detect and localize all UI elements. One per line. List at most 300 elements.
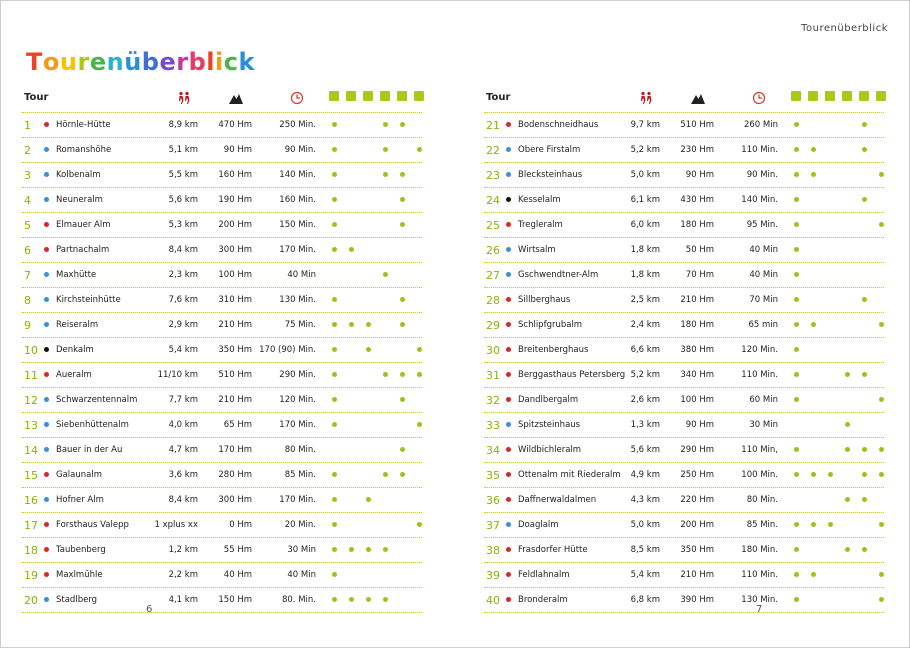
activity-dot — [383, 597, 388, 602]
difficulty-bullet — [506, 497, 511, 502]
duration-value: 90 Min. — [284, 145, 316, 155]
title-letter: e — [159, 48, 177, 76]
tour-name: Wirtsalm — [518, 245, 556, 255]
activity-dot — [349, 247, 354, 252]
activity-dot — [332, 422, 337, 427]
activity-dot — [400, 122, 405, 127]
difficulty-bullet — [44, 422, 49, 427]
difficulty-bullet — [44, 597, 49, 602]
difficulty-bullet — [44, 172, 49, 177]
tour-number: 32 — [486, 394, 500, 407]
activity-dot — [400, 197, 405, 202]
activity-dot — [400, 397, 405, 402]
table-row — [22, 412, 422, 437]
duration-value: 80 Min. — [284, 445, 316, 455]
elevation-value: 380 Hm — [680, 345, 714, 355]
distance-value: 5,6 km — [630, 445, 660, 455]
table-row — [22, 137, 422, 162]
distance-value: 5,0 km — [630, 520, 660, 530]
clock-icon — [290, 91, 304, 105]
distance-value: 7,7 km — [168, 395, 198, 405]
tour-name: Wildbichleralm — [518, 445, 582, 455]
page-title — [26, 48, 255, 76]
tour-name: Forsthaus Valepp — [56, 520, 129, 530]
duration-value: 180 Min. — [741, 545, 778, 555]
difficulty-bullet — [506, 572, 511, 577]
difficulty-bullet — [506, 372, 511, 377]
tour-name: Frasdorfer Hütte — [518, 545, 588, 555]
hikers-icon — [177, 91, 191, 105]
difficulty-bullet — [506, 347, 511, 352]
activity-dot — [417, 372, 422, 377]
tour-name: Maxhütte — [56, 270, 97, 280]
distance-value: 5,5 km — [168, 170, 198, 180]
tour-number: 16 — [24, 494, 38, 507]
elevation-value: 300 Hm — [218, 245, 252, 255]
table-row — [22, 187, 422, 212]
running-header: Tourenüberblick — [801, 23, 888, 34]
activity-dot — [828, 522, 833, 527]
duration-value: 110 Min, — [741, 445, 778, 455]
distance-value: 1,3 km — [630, 420, 660, 430]
tour-number: 36 — [486, 494, 500, 507]
title-letter: b — [188, 48, 207, 76]
elevation-value: 510 Hm — [680, 120, 714, 130]
activity-dot — [417, 522, 422, 527]
duration-value: 30 Min — [749, 420, 778, 430]
left-page-table — [22, 88, 422, 613]
tour-number: 34 — [486, 444, 500, 457]
activity-dot — [862, 472, 867, 477]
elevation-value: 290 Hm — [680, 445, 714, 455]
activity-dot — [794, 572, 799, 577]
table-row — [22, 462, 422, 487]
title-letter: u — [59, 48, 78, 76]
activity-dot — [845, 447, 850, 452]
duration-value: 130 Min. — [741, 595, 778, 605]
activity-dot — [366, 322, 371, 327]
activity-dot — [879, 472, 884, 477]
difficulty-bullet — [506, 447, 511, 452]
difficulty-bullet — [44, 222, 49, 227]
activity-dot — [811, 172, 816, 177]
distance-value: 2,9 km — [168, 320, 198, 330]
activity-dot — [879, 572, 884, 577]
table-row — [22, 587, 422, 613]
duration-value: 90 Min. — [746, 170, 778, 180]
tour-name: Elmauer Alm — [56, 220, 111, 230]
duration-value: 85 Min. — [284, 470, 316, 480]
activity-dot — [332, 147, 337, 152]
distance-value: 6,8 km — [630, 595, 660, 605]
distance-value: 1,8 km — [630, 245, 660, 255]
activity-dot — [845, 497, 850, 502]
difficulty-bullet — [506, 122, 511, 127]
activity-dot — [879, 222, 884, 227]
activity-dot — [366, 597, 371, 602]
distance-value: 6,1 km — [630, 195, 660, 205]
duration-value: 40 Min — [287, 570, 316, 580]
activity-dot — [879, 447, 884, 452]
tour-name: Aueralm — [56, 370, 92, 380]
activity-dot — [862, 297, 867, 302]
tour-number: 1 — [24, 119, 31, 132]
distance-value: 5,2 km — [630, 145, 660, 155]
elevation-value: 350 Hm — [218, 345, 252, 355]
tour-name: Bodenschneidhaus — [518, 120, 599, 130]
tour-name: Hörnle-Hütte — [56, 120, 111, 130]
tour-name: Gschwendtner-Alm — [518, 270, 599, 280]
elevation-value: 230 Hm — [680, 145, 714, 155]
title-letter: l — [206, 48, 216, 76]
difficulty-bullet — [44, 122, 49, 127]
duration-value: 100 Min. — [741, 470, 778, 480]
title-letter: n — [106, 48, 125, 76]
duration-value: 170 Min. — [279, 495, 316, 505]
tour-name: Feldlahnalm — [518, 570, 570, 580]
elevation-value: 430 Hm — [680, 195, 714, 205]
activity-dot — [862, 372, 867, 377]
duration-value: 40 Min — [749, 270, 778, 280]
difficulty-bullet — [44, 297, 49, 302]
distance-value: 11/10 km — [157, 370, 198, 380]
activity-dot — [332, 322, 337, 327]
distance-value: 7,6 km — [168, 295, 198, 305]
tour-name: Neuneralm — [56, 195, 103, 205]
difficulty-bullet — [506, 422, 511, 427]
table-row — [22, 212, 422, 237]
tour-number: 37 — [486, 519, 500, 532]
tour-name: Daffnerwaldalmen — [518, 495, 597, 505]
activity-dot — [811, 572, 816, 577]
activity-dot — [332, 572, 337, 577]
activity-icon-1 — [329, 91, 339, 101]
elevation-value: 470 Hm — [218, 120, 252, 130]
tour-name: Breitenberghaus — [518, 345, 589, 355]
elevation-value: 200 Hm — [680, 520, 714, 530]
table-row — [484, 212, 884, 237]
tour-number: 25 — [486, 219, 500, 232]
tour-number: 24 — [486, 194, 500, 207]
duration-value: 250 Min. — [279, 120, 316, 130]
activity-dot — [879, 172, 884, 177]
tour-name: Kirchsteinhütte — [56, 295, 121, 305]
title-letter: T — [26, 48, 43, 76]
table-row — [484, 437, 884, 462]
difficulty-bullet — [44, 147, 49, 152]
difficulty-bullet — [506, 197, 511, 202]
activity-dot — [332, 197, 337, 202]
title-letter: e — [89, 48, 107, 76]
difficulty-bullet — [44, 272, 49, 277]
activity-dot — [811, 147, 816, 152]
tour-name: Hofner Alm — [56, 495, 104, 505]
activity-dot — [862, 547, 867, 552]
activity-dot — [383, 547, 388, 552]
activity-dot — [400, 447, 405, 452]
activity-dot — [794, 397, 799, 402]
duration-value: 20 Min. — [284, 520, 316, 530]
elevation-value: 210 Hm — [680, 295, 714, 305]
activity-dot — [332, 172, 337, 177]
distance-value: 1,2 km — [168, 545, 198, 555]
activity-dot — [862, 122, 867, 127]
page-number-right: 7 — [756, 604, 763, 615]
activity-dot — [383, 147, 388, 152]
elevation-value: 100 Hm — [680, 395, 714, 405]
tour-name: Schwarzentennalm — [56, 395, 138, 405]
tour-number: 9 — [24, 319, 31, 332]
tour-number: 12 — [24, 394, 38, 407]
activity-dot — [400, 222, 405, 227]
duration-value: 40 Min — [749, 245, 778, 255]
table-row — [22, 112, 422, 137]
activity-dot — [811, 522, 816, 527]
activity-icon-5 — [859, 91, 869, 101]
elevation-value: 0 Hm — [229, 520, 252, 530]
table-row — [22, 362, 422, 387]
table-row — [22, 487, 422, 512]
tour-name: Spitzsteinhaus — [518, 420, 581, 430]
tour-number: 27 — [486, 269, 500, 282]
difficulty-bullet — [506, 547, 511, 552]
activity-dot — [332, 547, 337, 552]
difficulty-bullet — [44, 397, 49, 402]
activity-dot — [383, 172, 388, 177]
tour-name: Kolbenalm — [56, 170, 101, 180]
distance-value: 5,4 km — [630, 570, 660, 580]
tour-number: 11 — [24, 369, 38, 382]
tour-name: Partnachalm — [56, 245, 110, 255]
activity-dot — [845, 547, 850, 552]
duration-value: 40 Min — [287, 270, 316, 280]
elevation-value: 70 Hm — [685, 270, 714, 280]
activity-dot — [383, 372, 388, 377]
tour-number: 22 — [486, 144, 500, 157]
distance-value: 1,8 km — [630, 270, 660, 280]
activity-dot — [332, 597, 337, 602]
activity-dot — [349, 322, 354, 327]
activity-dot — [332, 297, 337, 302]
activity-icon-2 — [808, 91, 818, 101]
duration-value: 140 Min. — [741, 195, 778, 205]
distance-value: 4,7 km — [168, 445, 198, 455]
elevation-value: 160 Hm — [218, 170, 252, 180]
distance-value: 4,0 km — [168, 420, 198, 430]
elevation-value: 100 Hm — [218, 270, 252, 280]
difficulty-bullet — [506, 222, 511, 227]
difficulty-bullet — [44, 372, 49, 377]
table-row — [22, 162, 422, 187]
activity-dot — [794, 322, 799, 327]
table-row — [484, 312, 884, 337]
tour-number: 31 — [486, 369, 500, 382]
difficulty-bullet — [44, 347, 49, 352]
table-row — [484, 562, 884, 587]
duration-value: 260 Min — [743, 120, 778, 130]
title-letter: c — [223, 48, 239, 76]
tour-number: 8 — [24, 294, 31, 307]
activity-dot — [332, 222, 337, 227]
duration-value: 150 Min. — [279, 220, 316, 230]
activity-dot — [383, 272, 388, 277]
title-letter: r — [77, 48, 90, 76]
tour-number: 40 — [486, 594, 500, 607]
table-row — [484, 412, 884, 437]
mountain-icon — [229, 91, 243, 105]
activity-dot — [794, 522, 799, 527]
activity-dot — [811, 472, 816, 477]
duration-value: 95 Min. — [746, 220, 778, 230]
activity-icon-6 — [414, 91, 424, 101]
elevation-value: 390 Hm — [680, 595, 714, 605]
tour-name: Stadlberg — [56, 595, 98, 605]
tour-name: Ottenalm mit Riederalm — [518, 470, 621, 480]
difficulty-bullet — [506, 247, 511, 252]
table-row — [22, 562, 422, 587]
elevation-value: 340 Hm — [680, 370, 714, 380]
activity-dot — [332, 397, 337, 402]
tour-number: 39 — [486, 569, 500, 582]
tour-number: 20 — [24, 594, 38, 607]
elevation-value: 90 Hm — [685, 170, 714, 180]
table-row — [484, 287, 884, 312]
elevation-value: 90 Hm — [685, 420, 714, 430]
distance-value: 2,4 km — [630, 320, 660, 330]
tour-name: Kesselalm — [518, 195, 561, 205]
table-row — [484, 337, 884, 362]
duration-value: 140 Min. — [279, 170, 316, 180]
activity-dot — [349, 597, 354, 602]
tour-name: Bronderalm — [518, 595, 568, 605]
activity-dot — [794, 297, 799, 302]
title-letter: o — [42, 48, 60, 76]
duration-value: 85 Min. — [746, 520, 778, 530]
tour-name: Schlipfgrubalm — [518, 320, 583, 330]
table-row — [484, 362, 884, 387]
difficulty-bullet — [44, 497, 49, 502]
activity-icon-5 — [397, 91, 407, 101]
elevation-value: 50 Hm — [685, 245, 714, 255]
distance-value: 2,5 km — [630, 295, 660, 305]
tour-name: Maxlmühle — [56, 570, 103, 580]
difficulty-bullet — [506, 147, 511, 152]
tour-name: Denkalm — [56, 345, 94, 355]
activity-dot — [845, 422, 850, 427]
tour-name: Tregleralm — [518, 220, 563, 230]
tour-number: 23 — [486, 169, 500, 182]
table-row — [22, 537, 422, 562]
activity-icon-2 — [346, 91, 356, 101]
distance-value: 5,4 km — [168, 345, 198, 355]
distance-value: 6,0 km — [630, 220, 660, 230]
activity-dot — [366, 497, 371, 502]
elevation-value: 190 Hm — [218, 195, 252, 205]
table-row — [22, 512, 422, 537]
distance-value: 2,2 km — [168, 570, 198, 580]
tour-name: Reiseralm — [56, 320, 99, 330]
elevation-value: 55 Hm — [223, 545, 252, 555]
distance-value: 8,5 km — [630, 545, 660, 555]
table-row — [484, 537, 884, 562]
table-row — [484, 387, 884, 412]
tour-number: 19 — [24, 569, 38, 582]
activity-dot — [383, 472, 388, 477]
difficulty-bullet — [506, 522, 511, 527]
table-row — [22, 337, 422, 362]
distance-value: 2,3 km — [168, 270, 198, 280]
duration-value: 110 Min. — [741, 570, 778, 580]
activity-dot — [332, 522, 337, 527]
elevation-value: 90 Hm — [223, 145, 252, 155]
activity-dot — [879, 397, 884, 402]
activity-dot — [794, 372, 799, 377]
duration-value: 160 Min. — [279, 195, 316, 205]
activity-dot — [828, 472, 833, 477]
distance-value: 6,6 km — [630, 345, 660, 355]
elevation-value: 65 Hm — [223, 420, 252, 430]
distance-value: 2,6 km — [630, 395, 660, 405]
elevation-value: 210 Hm — [218, 320, 252, 330]
activity-dot — [794, 247, 799, 252]
tour-name: Taubenberg — [56, 545, 106, 555]
duration-value: 110 Min. — [741, 145, 778, 155]
table-row — [484, 462, 884, 487]
activity-dot — [417, 347, 422, 352]
distance-value: 8,9 km — [168, 120, 198, 130]
mountain-icon — [691, 91, 705, 105]
table-row — [484, 162, 884, 187]
table-row — [22, 262, 422, 287]
tour-number: 28 — [486, 294, 500, 307]
tour-number: 5 — [24, 219, 31, 232]
clock-icon — [752, 91, 766, 105]
activity-dot — [332, 347, 337, 352]
tour-name: Sillberghaus — [518, 295, 571, 305]
duration-value: 130 Min. — [279, 295, 316, 305]
distance-value: 1 xplus xx — [154, 520, 198, 530]
tour-list — [484, 112, 884, 613]
tour-number: 17 — [24, 519, 38, 532]
distance-value: 5,1 km — [168, 145, 198, 155]
activity-dot — [794, 222, 799, 227]
elevation-value: 170 Hm — [218, 445, 252, 455]
difficulty-bullet — [506, 297, 511, 302]
tour-name: Siebenhüttenalm — [56, 420, 129, 430]
activity-dot — [794, 272, 799, 277]
activity-icon-1 — [791, 91, 801, 101]
elevation-value: 280 Hm — [218, 470, 252, 480]
difficulty-bullet — [44, 522, 49, 527]
elevation-value: 220 Hm — [680, 495, 714, 505]
tour-number: 6 — [24, 244, 31, 257]
activity-dot — [794, 172, 799, 177]
tour-number: 3 — [24, 169, 31, 182]
difficulty-bullet — [44, 472, 49, 477]
tour-name: Doaglalm — [518, 520, 559, 530]
table-row — [484, 187, 884, 212]
duration-value: 170 (90) Min. — [259, 345, 316, 355]
duration-value: 80 Min. — [746, 495, 778, 505]
duration-value: 60 Min — [749, 395, 778, 405]
duration-value: 70 Min — [749, 295, 778, 305]
table-row — [22, 287, 422, 312]
activity-dot — [879, 597, 884, 602]
difficulty-bullet — [44, 547, 49, 552]
table-row — [22, 237, 422, 262]
elevation-value: 300 Hm — [218, 495, 252, 505]
table-header — [484, 88, 884, 112]
